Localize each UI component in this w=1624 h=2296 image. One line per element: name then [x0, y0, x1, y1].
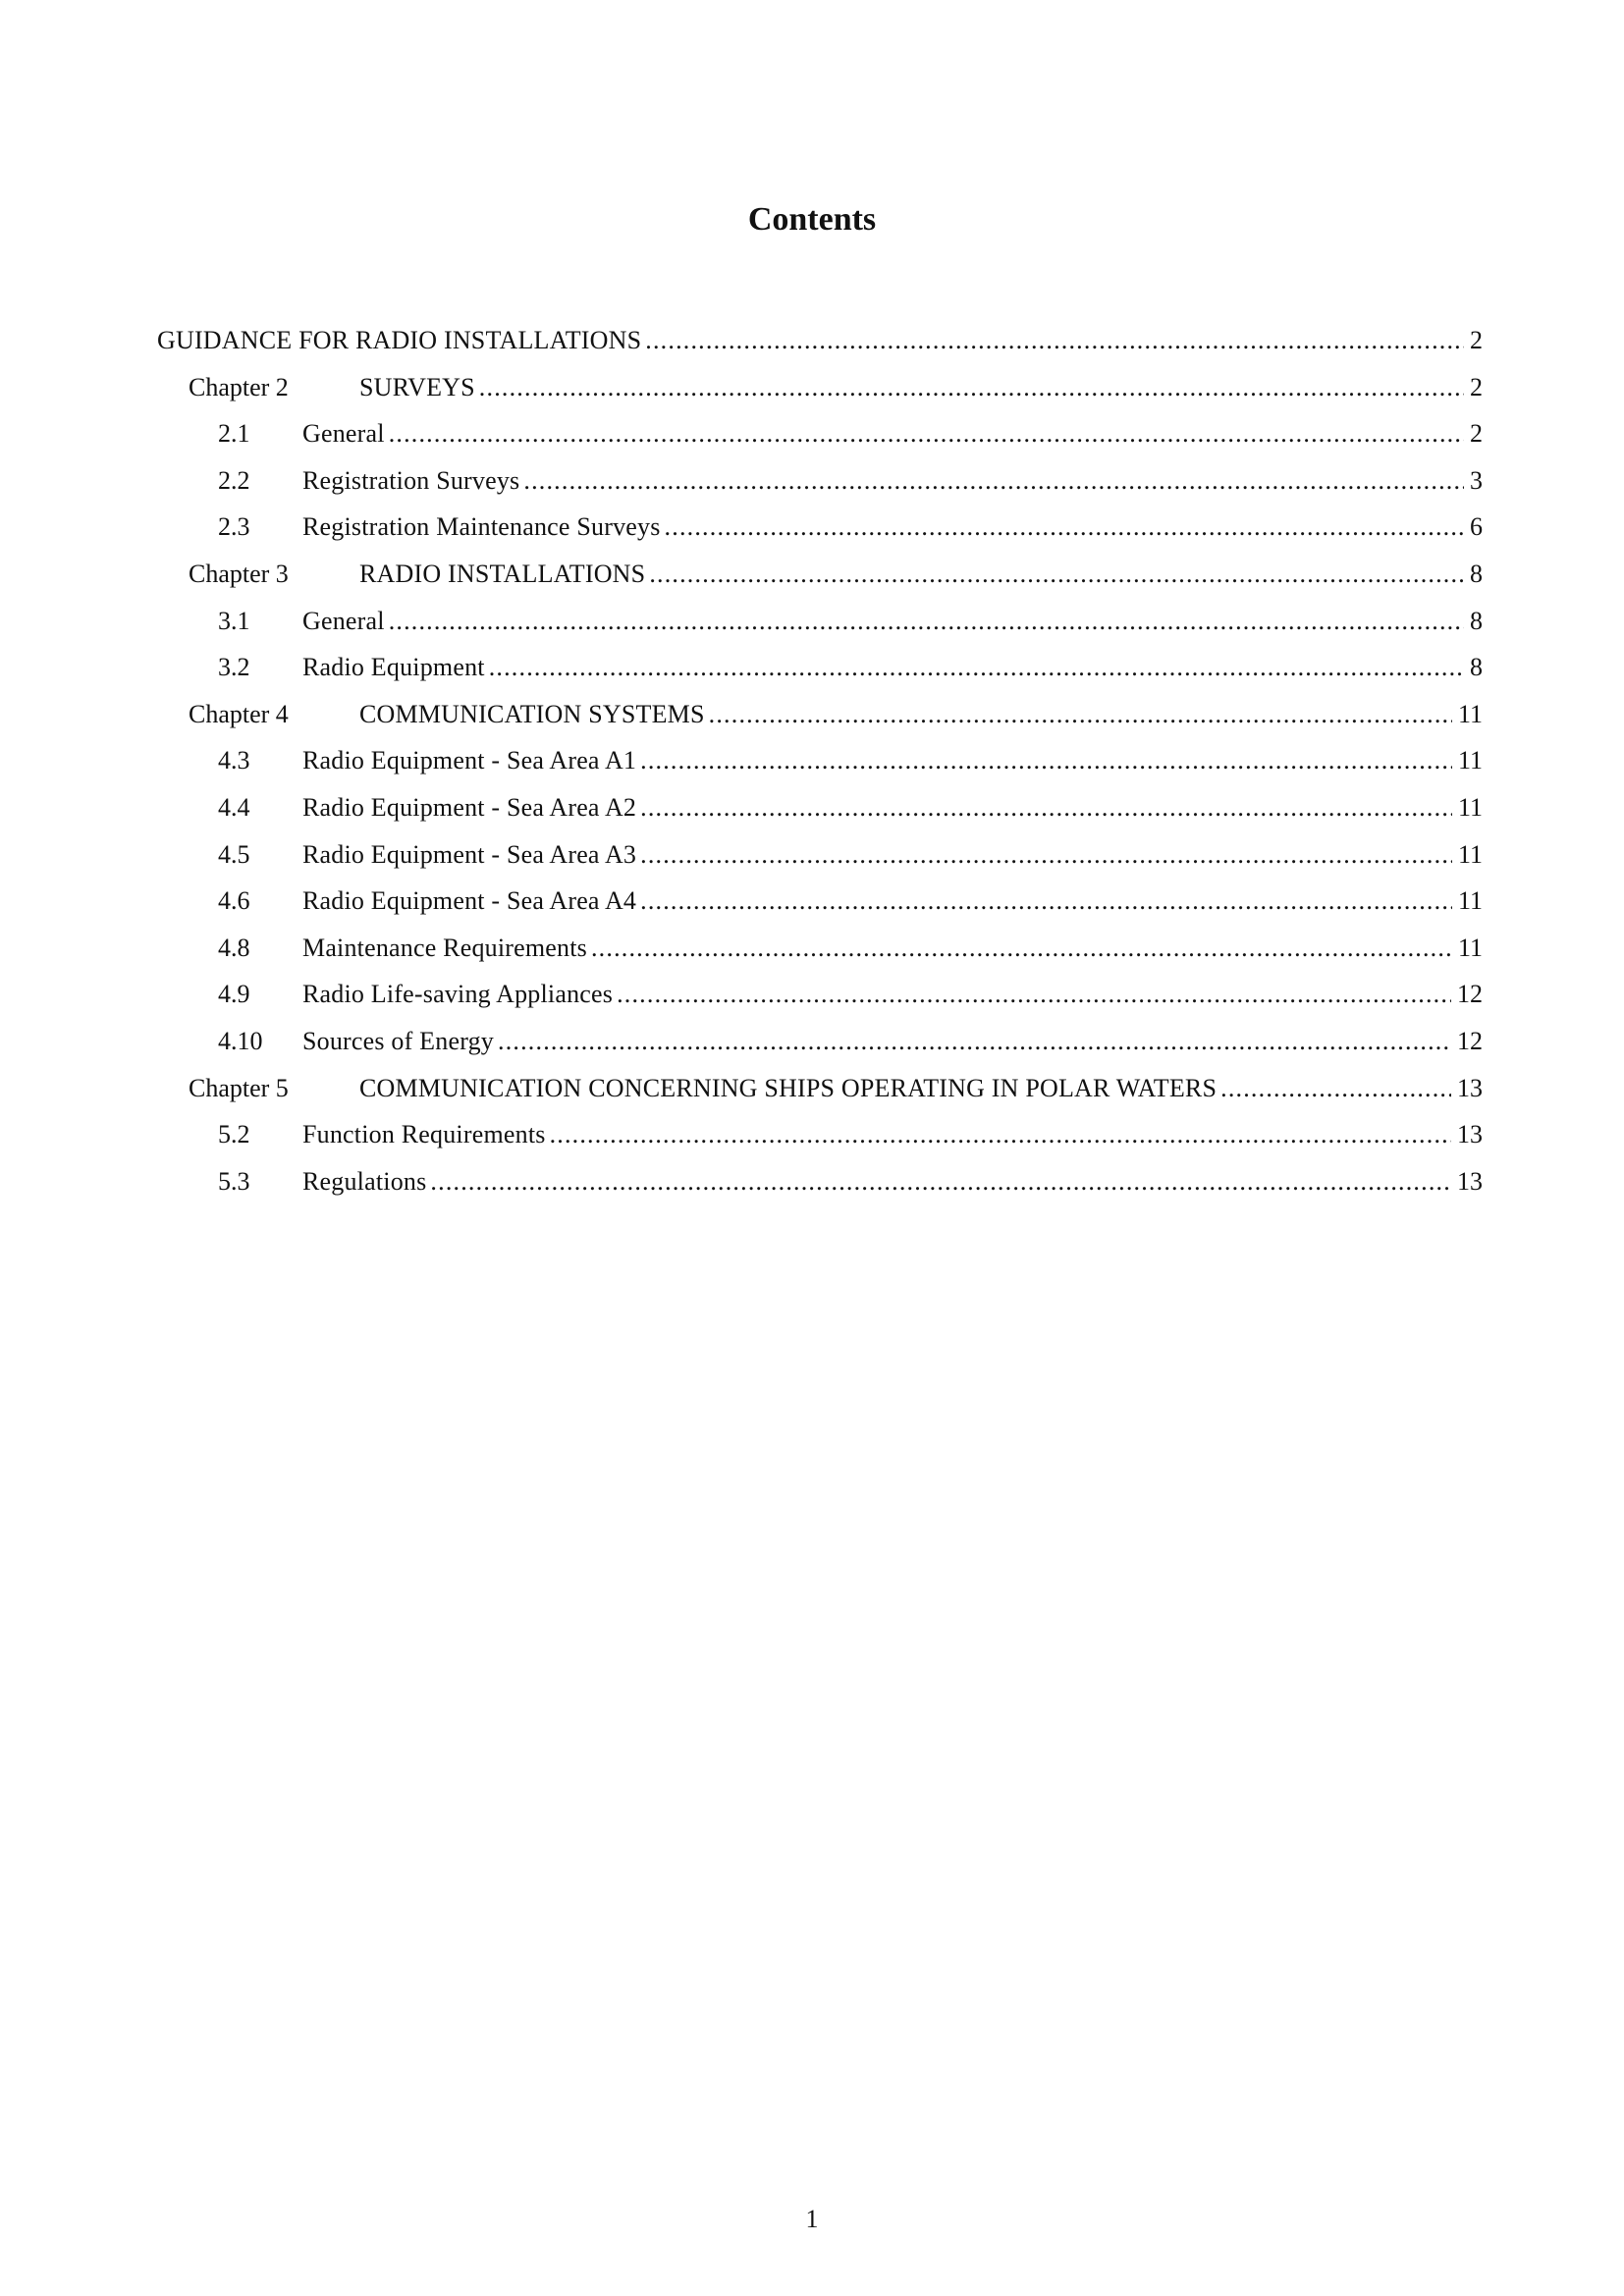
dot-leader [498, 1018, 1451, 1065]
toc-entry-title: Radio Equipment [302, 653, 485, 682]
toc-entry-page: 13 [1457, 1166, 1483, 1196]
toc-entry-number: 4.5 [218, 839, 250, 869]
toc-entry-page: 11 [1457, 746, 1483, 775]
toc-entry-title: General [302, 419, 385, 449]
toc-entry[interactable] [157, 1158, 1483, 1205]
toc-entry-title: General [302, 606, 385, 635]
dot-leader [640, 737, 1452, 784]
toc-entry-number: 4.6 [218, 886, 250, 916]
toc-entry[interactable] [157, 644, 1483, 691]
toc-entry-number: 3.2 [218, 653, 250, 682]
toc-entry[interactable] [157, 784, 1483, 831]
dot-leader [430, 1158, 1451, 1205]
dot-leader [709, 691, 1452, 738]
toc-entry[interactable] [157, 878, 1483, 925]
toc-entry-page: 12 [1457, 1026, 1483, 1055]
toc-entry-page: 13 [1457, 1120, 1483, 1149]
dot-leader [640, 784, 1452, 831]
toc-entry-title: SURVEYS [359, 372, 475, 401]
dot-leader [665, 504, 1464, 551]
toc-entry-number: 5.3 [218, 1166, 250, 1196]
toc-entry[interactable] [157, 457, 1483, 505]
toc-entry-title: Radio Equipment - Sea Area A2 [302, 792, 637, 822]
toc-entry-title: Radio Equipment - Sea Area A3 [302, 839, 637, 869]
toc-entry-number: Chapter 3 [189, 559, 289, 588]
toc-entry-number: Chapter 5 [189, 1073, 289, 1102]
toc-entry-page: 12 [1457, 980, 1483, 1009]
toc-entry-title: RADIO INSTALLATIONS [359, 559, 646, 588]
toc-entry-number: 3.1 [218, 606, 250, 635]
toc-entry-number: 5.2 [218, 1120, 250, 1149]
toc-entry[interactable] [157, 831, 1483, 879]
dot-leader [640, 878, 1452, 925]
toc-entry[interactable] [157, 504, 1483, 551]
page-number: 1 [805, 2205, 819, 2233]
dot-leader [1220, 1065, 1451, 1112]
toc-entry-number: 2.3 [218, 512, 250, 542]
toc-entry-page: 11 [1457, 792, 1483, 822]
toc-entry[interactable] [157, 364, 1483, 411]
toc-entry[interactable] [157, 1018, 1483, 1065]
toc-entry-number: 4.9 [218, 980, 250, 1009]
toc-entry-title: Function Requirements [302, 1120, 546, 1149]
dot-leader [591, 925, 1452, 972]
page-title: Contents [747, 201, 877, 238]
toc-entry-title: COMMUNICATION SYSTEMS [359, 699, 705, 728]
toc-entry-page: 8 [1470, 606, 1483, 635]
toc-entry[interactable] [157, 691, 1483, 738]
dot-leader [489, 644, 1464, 691]
toc-entry-number: 2.1 [218, 419, 250, 449]
toc-entry-title: Regulations [302, 1166, 427, 1196]
dot-leader [389, 410, 1464, 457]
toc-entry-page: 11 [1457, 933, 1483, 962]
dot-leader [617, 971, 1451, 1018]
toc-entry[interactable] [157, 598, 1483, 645]
dot-leader [389, 598, 1464, 645]
toc-entry-title: Registration Maintenance Surveys [302, 512, 661, 542]
toc-entry-page: 2 [1470, 372, 1483, 401]
toc-entry[interactable] [157, 317, 1483, 364]
dot-leader [649, 551, 1464, 598]
toc-entry-page: 11 [1457, 886, 1483, 916]
toc-entry-number: Chapter 4 [189, 699, 289, 728]
dot-leader [479, 364, 1464, 411]
toc-entry-page: 6 [1470, 512, 1483, 542]
toc-entry-title: COMMUNICATION CONCERNING SHIPS OPERATING IN POLAR WATERS [359, 1073, 1218, 1102]
toc-entry-title: Radio Equipment - Sea Area A4 [302, 886, 637, 916]
toc-entry-number: 2.2 [218, 465, 250, 495]
toc-entry-title: GUIDANCE FOR RADIO INSTALLATIONS [157, 326, 642, 354]
toc-entry-page: 13 [1457, 1073, 1483, 1102]
toc-entry-title: Radio Life-saving Appliances [302, 980, 614, 1009]
toc-entry[interactable] [157, 971, 1483, 1018]
toc-entry-title: Radio Equipment - Sea Area A1 [302, 746, 637, 775]
toc-entry[interactable] [157, 410, 1483, 457]
toc-entry[interactable] [157, 737, 1483, 784]
toc-entry[interactable] [157, 1111, 1483, 1158]
toc-entry-number: 4.10 [218, 1026, 263, 1055]
toc-entry-page: 11 [1457, 699, 1483, 728]
dot-leader [645, 317, 1464, 364]
toc-entry-page: 11 [1457, 839, 1483, 869]
toc-entry-page: 8 [1470, 559, 1483, 588]
toc-entry-title: Registration Surveys [302, 465, 520, 495]
toc-entry-page: 2 [1470, 419, 1483, 449]
dot-leader [550, 1111, 1451, 1158]
dot-leader [523, 457, 1464, 505]
toc-entry-title: Maintenance Requirements [302, 933, 587, 962]
toc-entry-number: 4.8 [218, 933, 250, 962]
dot-leader [640, 831, 1452, 879]
toc-entry-title: Sources of Energy [302, 1026, 494, 1055]
toc-entry[interactable] [157, 551, 1483, 598]
toc-entry-page: 8 [1470, 653, 1483, 682]
toc-entry[interactable] [157, 1065, 1483, 1112]
toc-entry-page: 3 [1470, 465, 1483, 495]
toc-entry-number: 4.3 [218, 746, 250, 775]
toc-entry[interactable] [157, 925, 1483, 972]
toc-entry-page: 2 [1470, 326, 1483, 354]
toc-entry-number: 4.4 [218, 792, 250, 822]
toc-entry-number: Chapter 2 [189, 372, 289, 401]
table-of-contents [157, 317, 1483, 1204]
